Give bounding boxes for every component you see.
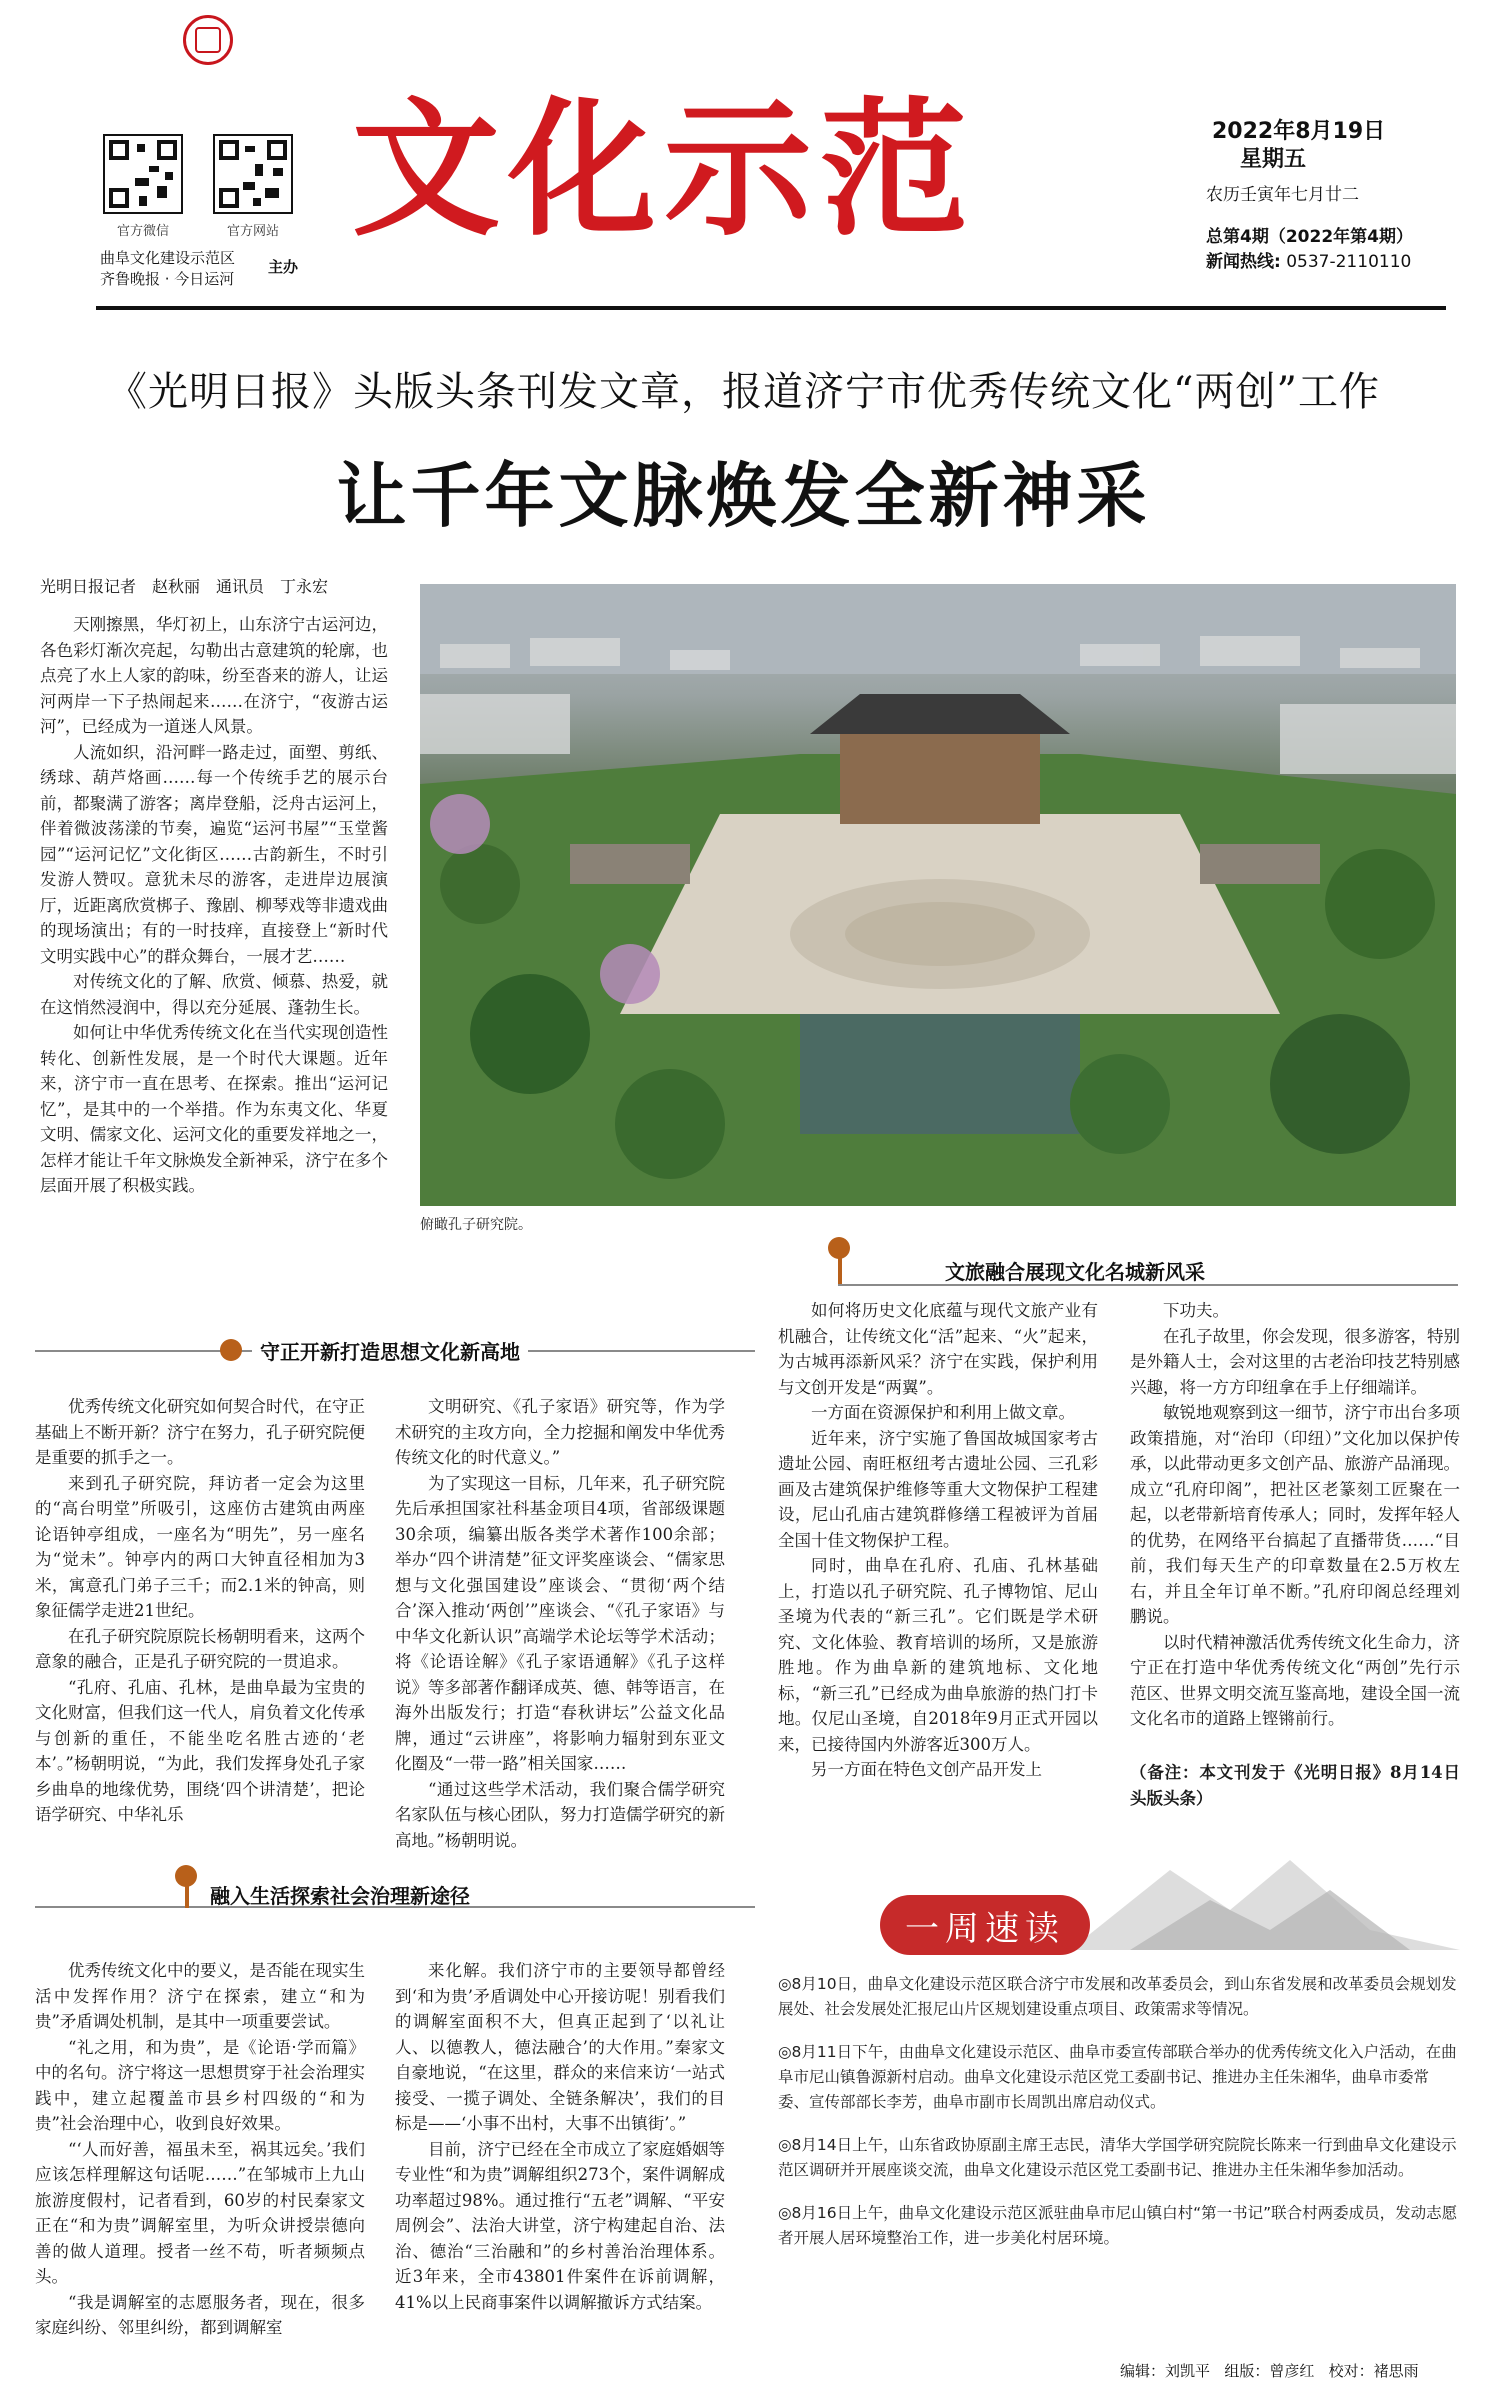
- section1-paragraph: 文明研究、《孔子家语》研究等，作为学术研究的主攻方向，全力挖掘和阐发中华优秀传统文化的时代意义。”: [395, 1397, 725, 1467]
- section1-col2: [395, 1394, 725, 1853]
- section1-paragraph: 来到孔子研究院，拜访者一定会为这里的“高台明堂”所吸引，这座仿古建筑由两座论语钟亭组成，一座名为“明先”，另一座名为“觉未”。钟亭内的两口大钟直径相加为3米，寓意孔门弟子三千；而2.1米的钟高，则象征儒学走进21世纪。: [35, 1473, 365, 1620]
- section2-paragraph: 同时，曲阜在孔府、孔庙、孔林基础上，打造以孔子研究院、孔子博物馆、尼山圣境为代表的“新三孔”。它们既是学术研究、文化体验、教育培训的场所，又是旅游胜地。作为曲阜新的建筑地标、文化地标，“新三孔”已经成为曲阜旅游的热门打卡地。仅尼山圣境，自2018年9月正式开园以来，已接待国内外游客近300万人。: [778, 1556, 1098, 1754]
- section1-marker-icon: [220, 1339, 242, 1361]
- lead-paragraph: 如何让中华优秀传统文化在当代实现创造性转化、创新性发展，是一个时代大课题。近年来，济宁市一直在思考、在探索。推出“运河记忆”，是其中的一个举措。作为东夷文化、华夏文明、儒家文化、运河文化的重要发祥地之一，怎样才能让千年文脉焕发全新神采，济宁在多个层面开展了积极实践。: [40, 1023, 388, 1195]
- wechat-qr-code[interactable]: [103, 134, 183, 214]
- section2-col1: [778, 1298, 1098, 1783]
- masthead-rule: [96, 306, 1446, 310]
- section3-paragraph: “‘人而好善，福虽未至，祸其远矣。’我们应该怎样理解这句话呢……”在邹城市上九山旅游度假村，记者看到，60岁的村民秦家文正在“和为贵”调解室里，为听众讲授崇德向善的做人道理。授者一丝不苟，听者频频点头。: [35, 2139, 365, 2286]
- lead-paragraph: 天刚擦黑，华灯初上，山东济宁古运河边，各色彩灯渐次亮起，勾勒出古意建筑的轮廓，也点亮了水上人家的韵味，纷至沓来的游人，让运河两岸一下子热闹起来……在济宁，“夜游古运河”，已经成为一道迷人风景。: [40, 615, 388, 736]
- section3-paragraph: “我是调解室的志愿服务者，现在，很多家庭纠纷、邻里纠纷，都到调解室: [35, 2292, 365, 2337]
- lead-paragraph: 对传统文化的了解、欣赏、倾慕、热爱，就在这悄然浸润中，得以充分延展、蓬勃生长。: [40, 972, 388, 1017]
- section1-col1: [35, 1394, 365, 1828]
- section1-paragraph: 优秀传统文化研究如何契合时代，在守正基础上不断开新？济宁在努力，孔子研究院便是重要的抓手之一。: [35, 1397, 365, 1467]
- footer-credits: [1120, 2360, 1419, 2381]
- organizer-line1: 曲阜文化建设示范区: [100, 249, 236, 267]
- section1-heading: 守正开新打造思想文化新高地: [252, 1336, 528, 1365]
- section3-col1: [35, 1958, 365, 2341]
- section1-paragraph: “孔府、孔庙、孔林，是曲阜最为宝贵的文化财富，但我们这一代人，肩负着文化传承与创新的重任，不能坐吃名胜古迹的‘老本’。”杨朝明说，“为此，我们发挥身处孔子家乡曲阜的地缘优势，围绕‘四个讲清楚’，把论语学研究、中华礼乐: [35, 1677, 365, 1824]
- section2-paragraph: 近年来，济宁实施了鲁国故城国家考古遗址公园、南旺枢纽考古遗址公园、三孔彩画及古建筑保护维修等重大文物保护工程建设，尼山孔庙古建筑群修缮工程被评为首届全国十佳文物保护工程。: [778, 1428, 1098, 1550]
- lead-paragraph: 人流如织，沿河畔一路走过，面塑、剪纸、绣球、葫芦烙画……每一个传统手艺的展示台前，都聚满了游客；离岸登船，泛舟古运河上，伴着微波荡漾的节奏，遍览“运河书屋”“玉堂酱园”“运河记忆”文化街区……古韵新生，不时引发游人赞叹。意犹未尽的游客，走进岸边展演厅，近距离欣赏梆子、豫剧、柳琴戏等非遗戏曲的现场演出；有的一时技痒，直接登上“新时代文明实践中心”的群众舞台，一展才艺……: [40, 742, 388, 966]
- weekly-title: 一周速读: [905, 1908, 1065, 1949]
- qr-right-label: 官方网站: [226, 224, 279, 239]
- lead-byline: 光明日报记者 赵秋丽 通讯员 丁永宏: [40, 577, 329, 596]
- weekly-item: ◎8月11日下午，由曲阜文化建设示范区、曲阜市委宣传部联合举办的优秀传统文化入户活动，在曲阜市尼山镇鲁源新村启动。曲阜文化建设示范区党工委副书记、推进办主任朱湘华，曲阜市委常委、宣传部部长李芳，曲阜市副市长周凯出席启动仪式。: [778, 2043, 1457, 2111]
- footer-layout: 组版：曾彦红: [1224, 2362, 1315, 2380]
- lead-headline: 让千年文脉焕发全新神采: [336, 454, 1151, 537]
- section3-paragraph: 优秀传统文化中的要义，是否能在现实生活中发挥作用？济宁在探索，建立“和为贵”矛盾调处机制，是其中一项重要尝试。: [35, 1961, 365, 2031]
- section2-paragraph: 以时代精神激活优秀传统文化生命力，济宁正在打造中华优秀传统文化“两创”先行示范区、世界文明交流互鉴高地，建设全国一流文化名市的道路上铿锵前行。: [1130, 1632, 1460, 1728]
- section2-marker-stem: [838, 1246, 842, 1286]
- hotline-number: 0537-2110110: [1286, 252, 1412, 272]
- footer-editor: 编辑：刘凯平: [1120, 2362, 1211, 2380]
- section2-paragraph: 在孔子故里，你会发现，很多游客，特别是外籍人士，会对这里的古老治印技艺特别感兴趣，将一方方印纽拿在手上仔细端详。: [1130, 1326, 1460, 1397]
- section2-paragraph: 敏锐地观察到这一细节，济宁市出台多项政策措施，对“治印（印纽）”文化加以保护传承，以此带动更多文创产品、旅游产品涌现。成立“孔府印阁”，把社区老篆刻工匠聚在一起，以老带新培育传承人；同时，发挥年轻人的优势，在网络平台搞起了直播带货……“目前，我们每天生产的印章数量在2.5万枚左右，并且全年订单不断。”孔府印阁总经理刘鹏说。: [1130, 1403, 1460, 1626]
- issue-number: 总第4期（2022年第4期）: [1206, 227, 1413, 247]
- kongzi-institute-photo: [420, 584, 1456, 1206]
- section2-note: （备注：本文刊发于《光明日报》8月14日头版头条）: [1130, 1763, 1460, 1808]
- section2-paragraph: 一方面在资源保护和利用上做文章。: [811, 1403, 1075, 1422]
- lead-body: [40, 612, 388, 1199]
- weekly-item: ◎8月10日，曲阜文化建设示范区联合济宁市发展和改革委员会，到山东省发展和改革委员会规划发展处、社会发展处汇报尼山片区规划建设重点项目、政策需求等情况。: [778, 1975, 1457, 2018]
- organizer-block: [100, 248, 235, 290]
- hotline: [1206, 247, 1411, 272]
- weekly-item: ◎8月14日上午，山东省政协原副主席王志民，清华大学国学研究院院长陈来一行到曲阜文化建设示范区调研并开展座谈交流，曲阜文化建设示范区党工委副书记、推进办主任朱湘华参加活动。: [778, 2136, 1457, 2179]
- section3-col2: [395, 1958, 725, 2315]
- organizer-suffix: 主办: [268, 258, 299, 276]
- weekly-title-badge: [880, 1895, 1090, 1955]
- section1-paragraph: 为了实现这一目标，几年来，孔子研究院先后承担国家社科基金项目4项，省部级课题30余项，编纂出版各类学术著作100余部；举办“四个讲清楚”征文评奖座谈会、“儒家思想与文化强国建设”座谈会、“贯彻‘两个结合’深入推动‘两创’”座谈会、“《孔子家语》与中华文化新认识”高端学术论坛等学术活动；将《论语诠解》《孔子家语通解》《孔子这样说》等多部著作翻译成英、德、韩等语言，在海外出版发行；打造“春秋讲坛”公益文化品牌，通过“云讲座”，将影响力辐射到东亚文化圈及“一带一路”相关国家……: [395, 1473, 725, 1773]
- section3-paragraph: 来化解。我们济宁市的主要领导都曾经到‘和为贵’矛盾调处中心开接访呢！别看我们的调解室面积不大，但真正起到了‘以礼让人、以德教人，德法融合’的大作用。”秦家文自豪地说，“在这里，群众的来信来访‘一站式接受、一揽子调处、全链条解决’，我们的目标是——‘小事不出村，大事不出镇街’。”: [395, 1961, 725, 2133]
- section3-paragraph: 目前，济宁已经在全市成立了家庭婚姻等专业性“和为贵”调解组织273个，案件调解成功率超过98%。通过推行“五老”调解、“平安周例会”、法治大讲堂，济宁构建起自治、法治、德治“三治融和”的乡村善治治理体系。近3年来，全市43801件案件在诉前调解，41%以上民商事案件以调解撤诉方式结案。: [395, 2139, 725, 2312]
- section1-paragraph: 在孔子研究院原院长杨朝明看来，这两个意象的融合，正是孔子研究院的一贯追求。: [35, 1626, 365, 1671]
- organizer-line2: 齐鲁晚报 · 今日运河: [100, 270, 235, 288]
- issue-date: 2022年8月19日: [1212, 119, 1386, 144]
- hotline-label: 新闻热线:: [1206, 252, 1281, 272]
- lead-photo: [420, 584, 1456, 1206]
- lead-kicker: 《光明日报》头版头条刊发文章，报道济宁市优秀传统文化“两创”工作: [107, 369, 1380, 415]
- issue-weekday: 星期五: [1240, 147, 1307, 172]
- masthead-title: 文化示范: [352, 84, 976, 256]
- publisher-seal-icon: [183, 15, 233, 65]
- weekly-list: [778, 1972, 1458, 2269]
- photo-caption: 俯瞰孔子研究院。: [420, 1217, 532, 1233]
- section3-heading: 融入生活探索社会治理新途径: [210, 1884, 470, 1908]
- section2-heading: 文旅融合展现文化名城新风采: [945, 1260, 1205, 1284]
- qr-left-label: 官方微信: [116, 224, 169, 239]
- section3-paragraph: “礼之用，和为贵”，是《论语·学而篇》中的名句。济宁将这一思想贯穿于社会治理实践中，建立起覆盖市县乡村四级的“和为贵”社会治理中心，收到良好效果。: [35, 2037, 365, 2133]
- section2-paragraph: 另一方面在特色文创产品开发上: [811, 1760, 1042, 1779]
- section1-paragraph: “通过这些学术活动，我们聚合儒学研究名家队伍与核心团队，努力打造儒学研究的新高地。”杨朝明说。: [395, 1779, 725, 1850]
- lunar-date: 农历壬寅年七月廿二: [1206, 185, 1359, 205]
- section2-col2: [1130, 1298, 1460, 1732]
- section2-paragraph: 如何将历史文化底蕴与现代文旅产业有机融合，让传统文化“活”起来、“火”起来，为古城再添新风采？济宁在实践，保护利用与文创开发是“两翼”。: [778, 1301, 1098, 1397]
- weekly-item: ◎8月16日上午，曲阜文化建设示范区派驻曲阜市尼山镇白村“第一书记”联合村两委成员，发动志愿者开展人居环境整治工作，进一步美化村居环境。: [778, 2204, 1458, 2247]
- website-qr-code[interactable]: [213, 134, 293, 214]
- section2-paragraph: 下功夫。: [1163, 1301, 1229, 1320]
- footer-proof: 校对：褚思雨: [1328, 2362, 1419, 2380]
- section3-marker-stem: [185, 1874, 189, 1908]
